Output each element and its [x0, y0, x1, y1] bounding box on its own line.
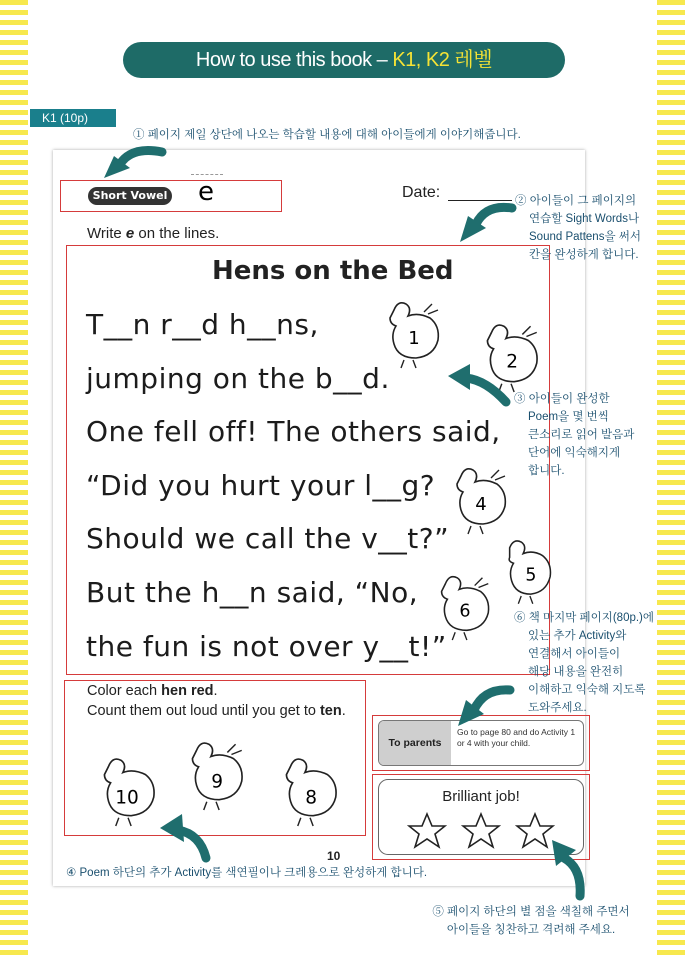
- note-5-line: ⑤ 페이지 하단의 별 점을 색칠해 주면서: [432, 906, 630, 918]
- instruction: [87, 225, 219, 242]
- hen-icon: [88, 752, 164, 828]
- activity-line-2: [87, 703, 346, 719]
- hen-number: 5: [525, 565, 537, 586]
- page-title: [123, 42, 565, 78]
- activity-line-2-bold: ten: [319, 703, 342, 719]
- page-number: 10: [327, 849, 341, 863]
- note-6-line: 해당 내용을 완전히: [528, 666, 624, 678]
- hen-icon: [442, 462, 514, 536]
- hen-number: 4: [475, 494, 487, 515]
- vowel-letter: e: [198, 177, 214, 207]
- section-tag: K1 (10p): [30, 109, 116, 127]
- note-6-line: 있는 추가 Activity와: [528, 630, 627, 642]
- parents-text: Go to page 80 and do Activity 1 or 4 with your child.: [457, 727, 576, 748]
- hen-number: 9: [211, 771, 223, 793]
- hen-number: 10: [115, 787, 139, 809]
- note-4: ④ Poem 하단의 추가 Activity를 색연필이나 크레용으로 완성하게 합니다.: [66, 867, 428, 879]
- note-2-line: Sound Pattens을 써서: [529, 231, 641, 243]
- activity-line-1-bold: hen red: [161, 683, 214, 699]
- note-3-line: Poem을 몇 번씩: [528, 411, 609, 423]
- note-6-line: 도와주세요.: [528, 702, 587, 714]
- note-6-line: 연결해서 아이들이: [528, 648, 621, 660]
- activity-line-2-pre: Count them out loud until you get to: [87, 703, 320, 719]
- hen-number: 8: [305, 787, 317, 809]
- activity-line-1-pre: Color each: [87, 683, 162, 699]
- instruction-letter: e: [125, 225, 135, 242]
- activity-line-1-post: .: [213, 683, 218, 699]
- hen-icon: [500, 534, 554, 606]
- note-2-line: 연습할 Sight Words나: [529, 213, 640, 225]
- note-5-line: 아이들을 칭찬하고 격려해 주세요.: [446, 924, 616, 936]
- right-stripe-border: [657, 0, 685, 956]
- parents-label: To parents: [379, 721, 451, 765]
- hen-icon: [176, 736, 252, 812]
- hen-number: 6: [459, 601, 471, 622]
- poem-line-4: “Did you hurt your l__g?: [86, 469, 436, 502]
- note-6-line: ⑥ 책 마지막 페이지(80p.)에: [514, 612, 654, 624]
- activity-line-2-post: .: [341, 703, 346, 719]
- note-2-line: ② 아이들이 그 페이지의: [515, 195, 637, 207]
- poem-line-2: jumping on the b__d.: [86, 362, 390, 395]
- arrow-icon: [156, 812, 216, 862]
- title-main: How to use this book –: [195, 49, 393, 71]
- note-2-line: 칸을 완성하게 합니다.: [529, 249, 639, 261]
- note-3-line: ③ 아이들이 완성한: [514, 393, 610, 405]
- note-6-line: 이해하고 익숙해 지도록: [528, 684, 646, 696]
- activity-line-1: [87, 683, 218, 699]
- poem-line-3: One fell off! The others said,: [86, 415, 501, 448]
- poem-line-7: the fun is not over y__t!”: [86, 630, 447, 663]
- arrow-icon: [96, 146, 166, 188]
- note-6: [514, 609, 654, 717]
- left-stripe-border: [0, 0, 28, 956]
- note-1: ① 페이지 제일 상단에 나오는 학습할 내용에 대해 아이들에게 이야기해줍니다.: [133, 129, 521, 141]
- title-accent: K1, K2 레벨: [392, 49, 493, 71]
- date-label: Date:: [402, 184, 441, 201]
- arrow-icon: [446, 362, 512, 408]
- note-3: [514, 390, 634, 480]
- hen-number: 1: [408, 328, 420, 349]
- brilliant-label: Brilliant job!: [442, 788, 520, 805]
- poem-line-5: Should we call the v__t?”: [86, 522, 450, 555]
- instruction-pre: Write: [87, 225, 126, 242]
- arrow-icon: [456, 200, 516, 246]
- star-icon[interactable]: [461, 812, 501, 850]
- poem-title: Hens on the Bed: [212, 256, 454, 286]
- poem-line-6: But the h__n said, “No,: [86, 576, 419, 609]
- star-icon[interactable]: [407, 812, 447, 850]
- letter-guideline: [191, 174, 223, 175]
- short-vowel-badge: Short Vowel: [88, 187, 172, 205]
- note-3-line: 단어에 익숙해지게: [528, 447, 621, 459]
- hen-number: 2: [506, 351, 518, 373]
- poem-line-1: T__n r__d h__ns,: [86, 308, 319, 341]
- hen-icon: [376, 296, 446, 370]
- hen-icon: [270, 752, 346, 828]
- arrow-icon: [548, 836, 596, 900]
- hen-icon: [424, 570, 500, 642]
- note-3-line: 큰소리로 읽어 발음과: [528, 429, 635, 441]
- arrow-icon: [452, 684, 514, 730]
- note-2: [515, 192, 641, 264]
- note-5: [424, 903, 638, 939]
- note-3-line: 합니다.: [528, 465, 565, 477]
- instruction-post: on the lines.: [134, 225, 220, 242]
